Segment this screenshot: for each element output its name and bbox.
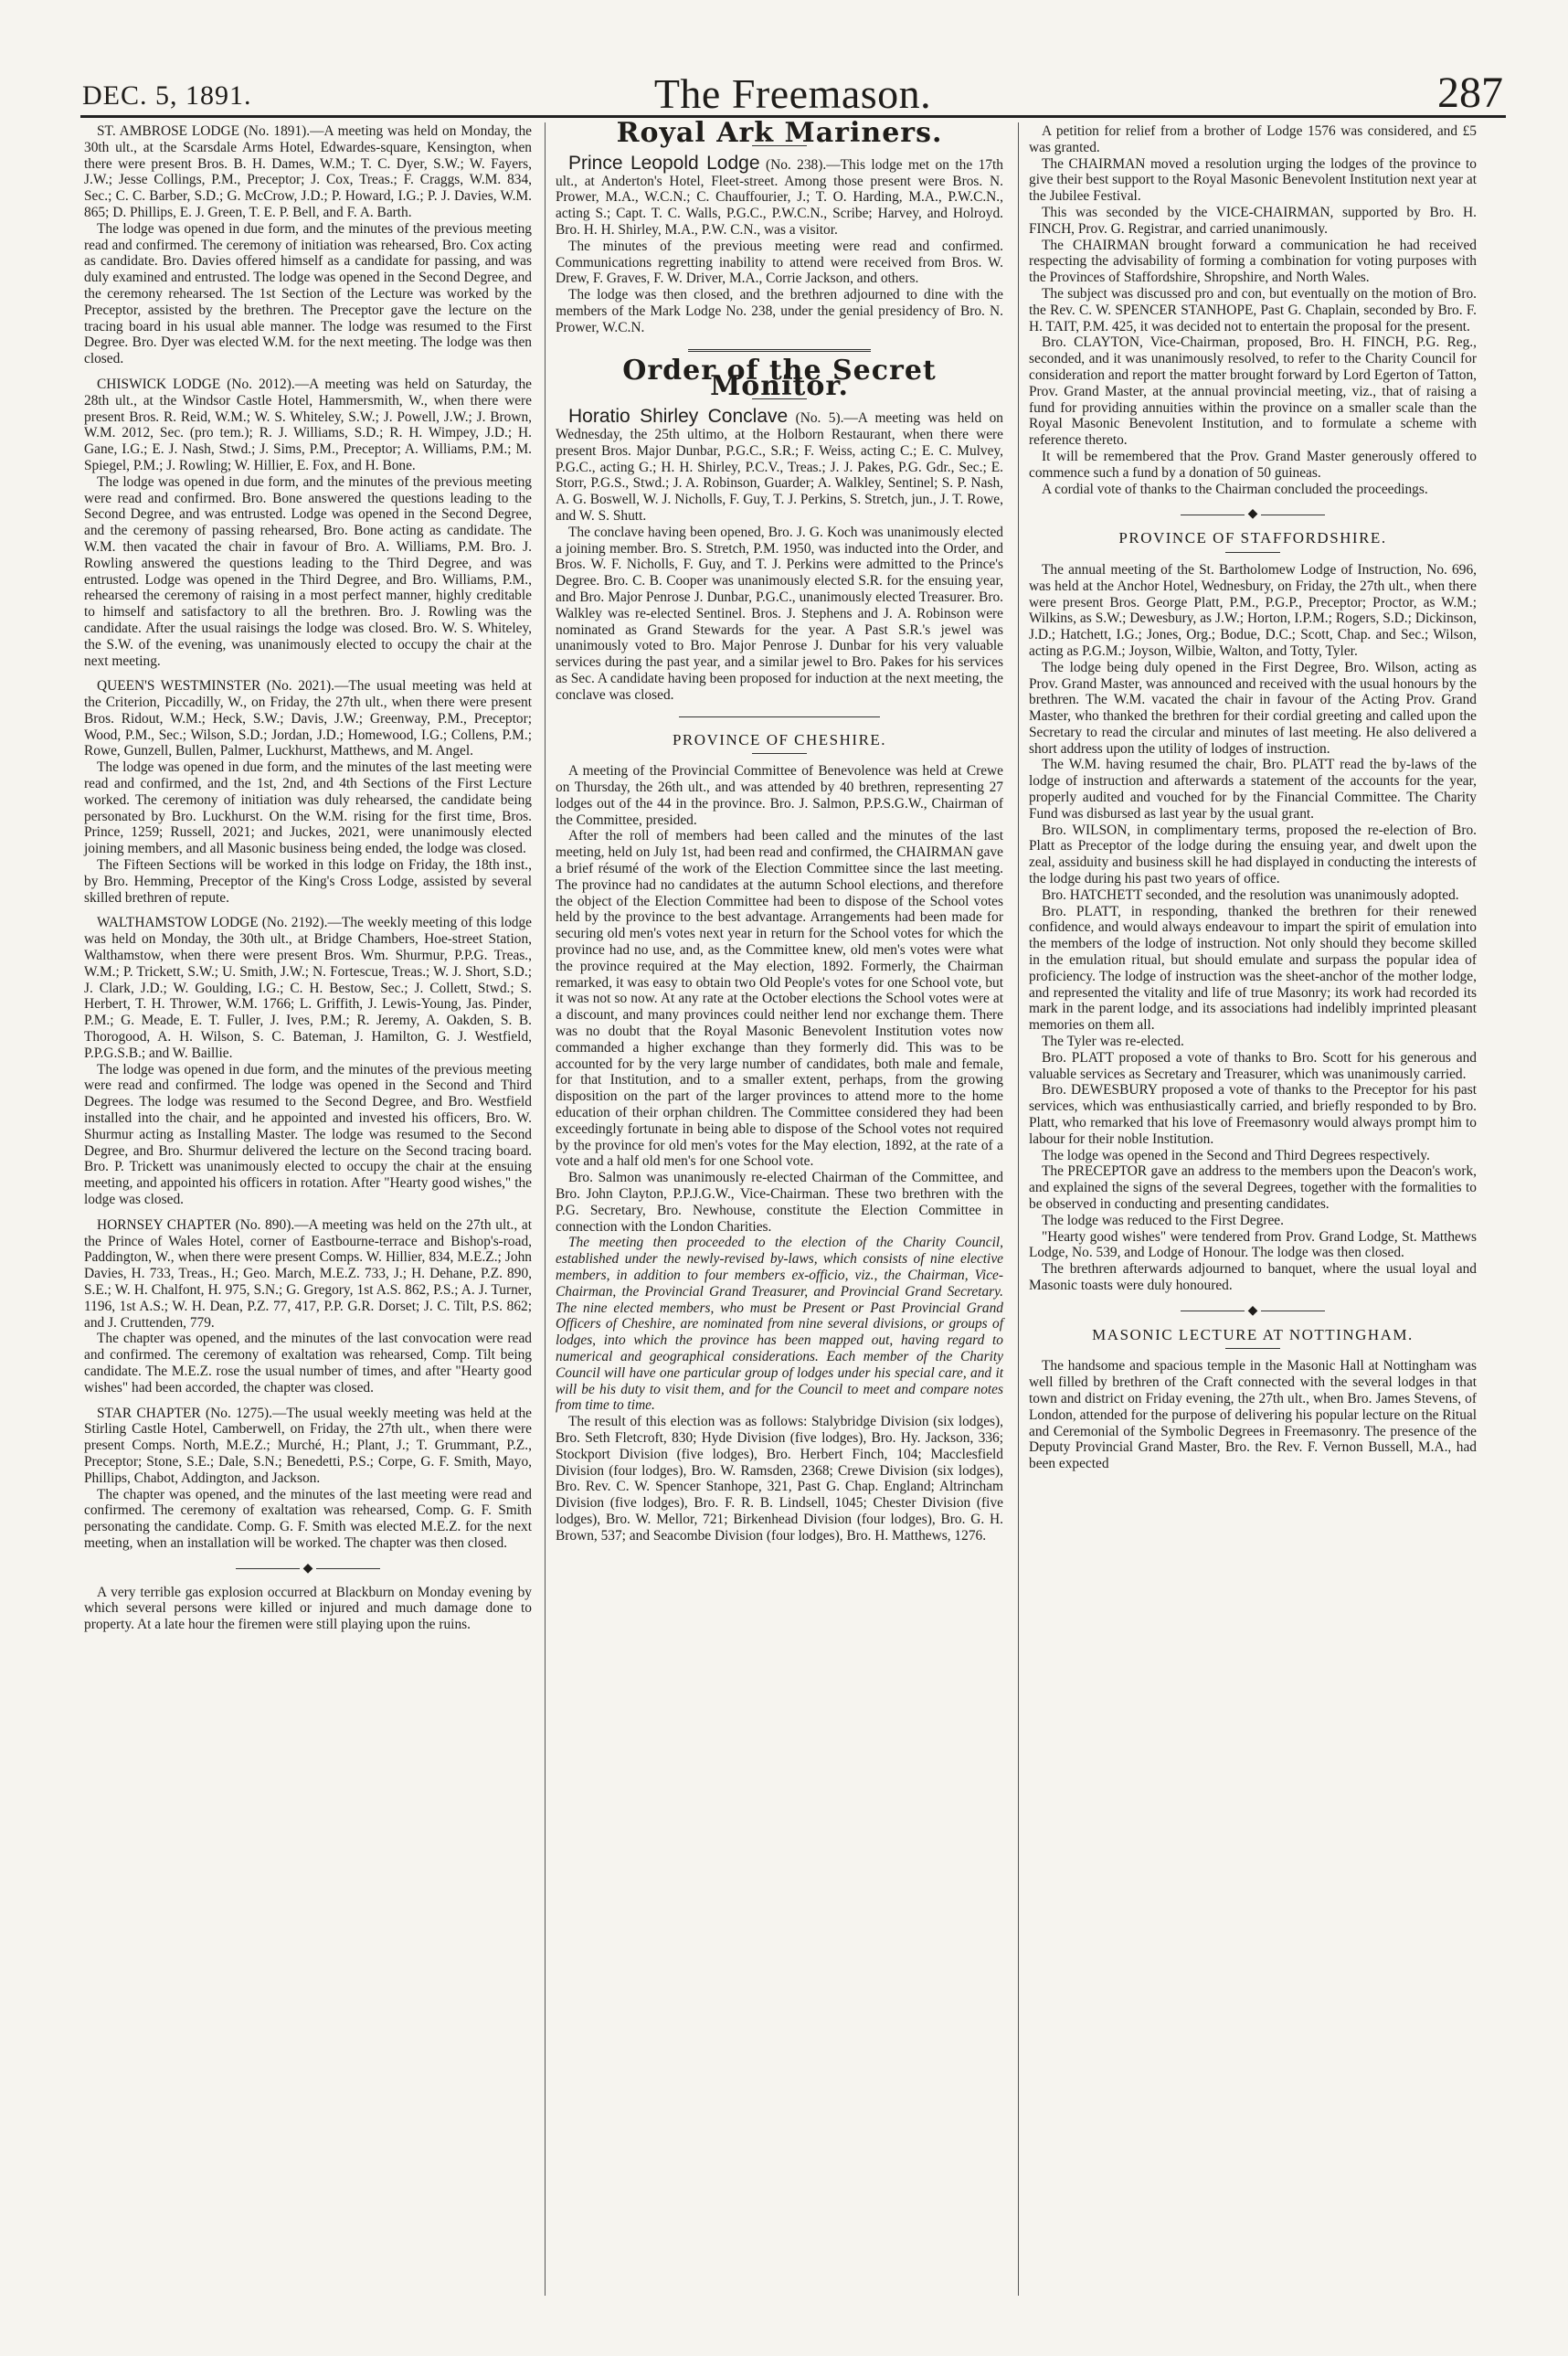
column-divider-2	[1018, 122, 1019, 2296]
paragraph: (No. 238).—This lodge met on the 17th ult., at Anderton's Hotel, Fleet-street. Among those present were Bros. N. Prower, M.A., W.C.N.; C. Chauffourier, J.; T. O. Harding, M.A., P.W.C.N., acting S.; Capt. T. C. Walls, P.G.C., P.W.C.N., Scribe; Harvey, and Holroyd. Bro. H. H. Shirley, M.A., P.W. C.N., was a visitor.	[556, 156, 1003, 238]
column-divider-1	[545, 122, 546, 2296]
paragraph: The lodge was opened in due form, and the minutes of the previous meeting were read and confirmed. Bro. Bone answered the questions leading to the Second Degree, and was entrusted. Lodge was opened in the Second Degree, and the ceremony of passing rehearsed, Bro. Bone acting as candidate. The W.M. then vacated the chair in favour of Bro. A. Williams, P.M. Bro. J. Rowling answered the questions leading to the Third Degree, and was entrusted. Lodge was opened in the Third Degree, and Bro. Williams, P.M., rehearsed the ceremony of raising in a most perfect manner, highly creditable to himself and satisfactory to all the brethren. Bro. J. Rowling was the candidate. After the usual raisings the lodge was closed. Bro. W. S. Whiteley, the S.W. of the evening, was unanimously elected to occupy the chair at the next meeting.	[84, 473, 532, 669]
paragraph: Bro. WILSON, in complimentary terms, proposed the re-election of Bro. Platt as Preceptor of the lodge during the ensuing year, and dwelt upon the zeal, assiduity and business skill he had displayed in conducting the interests of the lodge during his past two years of office.	[1029, 822, 1477, 887]
article-province-of-cheshire	[556, 763, 1003, 1544]
paragraph: "Hearty good wishes" were tendered from Prov. Grand Lodge, St. Matthews Lodge, No. 539, and Lodge of Honour. The lodge was then closed.	[1029, 1228, 1477, 1261]
section-heading-secret-monitor: Order of the Secret Monitor.	[622, 354, 937, 403]
ornament-divider: ◆	[1029, 506, 1477, 523]
paragraph: Bro. DEWESBURY proposed a vote of thanks to the Preceptor for his past services, which was enthusiastically carried, and briefly responded to by Bro. Platt, who remarked that his love of Freemasonry would always prompt him to labour for their noble Institution.	[1029, 1082, 1477, 1147]
paragraph: The PRECEPTOR gave an address to the members upon the Deacon's work, and explained the signs of the several Degrees, together with the formalities to be observed in conducting and presenting candidates.	[1029, 1163, 1477, 1212]
paragraph: The chapter was opened, and the minutes of the last meeting were read and confirmed. The ceremony of exaltation was rehearsed, Comp. G. F. Smith personating the candidate. Comp. G. F. Smith was elected M.E.Z. for the next meeting, when an installation will be worked. The chapter was then closed.	[84, 1486, 532, 1551]
section-heading-staffordshire: PROVINCE OF STAFFORDSHIRE.	[1118, 529, 1387, 547]
paragraph: A cordial vote of thanks to the Chairman concluded the proceedings.	[1042, 481, 1428, 497]
column-2	[556, 117, 1003, 1544]
heading-rule	[1225, 552, 1280, 553]
paragraph: STAR CHAPTER (No. 1275).—The usual weekly meeting was held at the Stirling Castle Hotel, Camberwell, on Friday, the 27th ult., when there were present Comps. North, M.E.Z.; Murché, H.; Plant, J.; T. Grummant, P.Z., Preceptor; Stone, S.E.; Dale, S.N.; Benedetti, P.S.; Corpe, G. F. Smith, Mayo, Phillips, Chabot, Addington, and Jackson.	[84, 1405, 532, 1486]
paragraph: Bro. PLATT, in responding, thanked the brethren for their renewed confidence, and would always endeavour to impart the spirit of emulation into the members of the lodge of instruction. Not only should they become skilled in the emulation ritual, but should emulate and surpass the popular idea of proficiency. The lodge of instruction was the sheet-anchor of the mother lodge, and represented the vitality and life of true Masonry; its work had recorded its mark in the parent lodge, and its associations had indelibly imprinted pleasant memories on them all.	[1029, 903, 1477, 1034]
article-star-chapter	[84, 1406, 532, 1552]
paragraph: The lodge was opened in the Second and Third Degrees respectively.	[1042, 1147, 1430, 1163]
ornament-divider: ◆	[84, 1561, 532, 1577]
paragraph: The conclave having been opened, Bro. J. G. Koch was unanimously elected a joining member. Bro. S. Stretch, P.M. 1950, was inducted into the Order, and Bros. W. F. Nicholls, F. Guy, and T. J. Perkins were admitted to the Prince's Degree. Bro. C. B. Cooper was unanimously elected S.R. for the ensuing year, and Bro. Major Penrose J. Dunbar, P.G.C., unanimously elected Treasurer. Bro. Walkley was re-elected Sentinel. Bros. J. Stephens and J. A. Robinson were nominated as Grand Stewards for the year. A Past S.R.'s jewel was unanimously voted to Bro. Major Penrose J. Dunbar for his very valuable services during the past year, and a similar jewel to Bro. Pakes for his services as Sec. A candidate having been proposed for induction at the next meeting, the conclave was closed.	[556, 524, 1003, 703]
heading-rule	[1225, 1348, 1280, 1349]
paragraph: The lodge was opened in due form, and the minutes of the previous meeting were read and confirmed. The lodge was opened in the Second and Third Degrees. The lodge was resumed to the Second Degree, and Bro. Westfield installed into the chair, and he appointed and invested his officers, Bro. W. Shurmur acting as Installing Master. The lodge was resumed to the Second Degree, and Bro. Shurmur delivered the lecture on the Second tracing board. Bro. P. Trickett was unanimously elected to occupy the chair at the ensuing meeting, and appointed his officers in rotation. After "Hearty good wishes," the lodge was closed.	[84, 1061, 532, 1207]
paragraph: HORNSEY CHAPTER (No. 890).—A meeting was held on the 27th ult., at the Prince of Wales Hotel, corner of Eastbourne-terrace and Bishop's-road, Paddington, W., when there were present Comps. W. Hillier, 834, M.E.Z.; John Davies, H. 733, Treas., H.; Geo. March, M.E.Z. 733, J.; H. Dehane, P.Z. 890, S.E.; W. H. Chalfont, H. 975, S.N.; G. Gregory, 1st A.S. 862, P.S.; A. J. Turner, 1196, 1st A.S.; W. H. Dean, P.Z. 77, 417, P.P. G.R. Dorset; J. C. Tilt, P.S. 862; and J. Cruttenden, 779.	[84, 1216, 532, 1331]
section-heading-royal-ark-mariners: Royal Ark Mariners.	[616, 117, 943, 149]
article-queens-westminster	[84, 678, 532, 906]
page-number: 287	[1437, 69, 1503, 117]
column-1	[84, 123, 532, 1633]
paragraph: WALTHAMSTOW LODGE (No. 2192).—The weekly meeting of this lodge was held on Monday, the 30th ult., at Bridge Chambers, Hoe-street Station, Walthamstow, when there were present Bros. Wm. Shurmur, P.P.G. Treas., W.M.; P. Trickett, S.W.; U. Smith, J.W.; N. Fortescue, Treas.; W. J. Short, S.D.; J. Clark, J.D.; W. Goulding, I.G.; C. H. Bestow, Sec.; J. Collett, Stwd.; S. Herbert, T. H. Thrower, W.M. 1766; L. Griffith, J. Lewis-Young, Jas. Pinder, P.M.; G. Meade, E. T. Fuller, J. Ives, P.M.; R. Jeremy, A. Oakden, S. B. Thorogood, A. H. Wilson, S. C. Bateman, J. Hamilton, G. J. Westfield, P.P.G.S.B.; and W. Baillie.	[84, 915, 532, 1061]
paragraph: The lodge was opened in due form, and the minutes of the last meeting were read and confirmed, and the 1st, 2nd, and 4th Sections of the First Lecture worked. The ceremony of initiation was duly rehearsed, the candidate being personated by Bro. Luckhurst. On the W.M. rising for the first time, Bros. Prince, 1259; Russell, 2021; and Juckes, 2021, were unanimously elected joining members, and all Masonic business being ended, the lodge was closed.	[84, 759, 532, 857]
paragraph: The handsome and spacious temple in the Masonic Hall at Nottingham was well filled by brethren of the Craft connected with the several lodges in that town and district on Friday evening, the 27th ult., when Bro. James Stevens, of London, attended for the purpose of delivering his popular lecture on the Ritual and Ceremonial of the Symbolic Degrees in Freemasonry. The presence of the Deputy Provincial Grand Master, Bro. the Rev. F. Vernon Bussell, M.A., had been expected	[1029, 1358, 1477, 1472]
paragraph: The chapter was opened, and the minutes of the last convocation were read and confirmed. The ceremony of exaltation was rehearsed, Comp. Tilt being candidate. The M.E.Z. rose the usual number of times, and after "Hearty good wishes" had been accorded, the chapter was closed.	[84, 1331, 532, 1396]
article-prince-leopold-lodge	[556, 152, 1003, 336]
article-st-ambrose-lodge	[84, 123, 532, 367]
heading-rule	[752, 753, 807, 754]
article-chiswick-lodge	[84, 377, 532, 669]
paragraph: The result of this election was as follows: Stalybridge Division (six lodges), Bro. Seth Fletcroft, 830; Hyde Division (five lodges), Bro. Hy. Jackson, 336; Stockport Division (five lodges), Bro. Herbert Finch, 104; Macclesfield Division (four lodges), Bro. W. Ramsden, 2368; Crewe Division (six lodges), Bro. Rev. C. W. Spencer Stanhope, 321, Past G. Chap. England; Altrincham Division (five lodges), Bro. F. R. B. Lindsell, 1045; Chester Division (five lodges), Bro. W. Mellor, 721; Birkenhead Division (four lodges), Bro. G. H. Brown, 537; and Seacombe Division (four lodges), Bro. H. Matthews, 1276.	[556, 1414, 1003, 1544]
paragraph: The minutes of the previous meeting were read and confirmed. Communications regretting inability to attend were received from Bros. W. Drew, F. Graves, F. W. Driver, M.A., Corrie Jackson, and others.	[556, 238, 1003, 287]
double-rule	[688, 349, 871, 354]
paragraph: The annual meeting of the St. Bartholomew Lodge of Instruction, No. 696, was held at the Anchor Hotel, Wednesbury, on Friday, the 27th ult., when there were present Bros. George Platt, P.M., P.G.P., Preceptor; Proctor, as W.M.; Wilkins, as S.W.; Dewesbury, as J.W.; Horton, I.P.M.; Rogers, S.D.; Dickinson, J.D.; Hatchett, I.G.; Jones, Org.; Bodue, D.C.; Scott, Chap. and Sec.; Wilson, acting as P.G.M.; Joyson, Wilbie, Walton, and Totty, Tyler.	[1029, 561, 1477, 659]
paragraph: ST. AMBROSE LODGE (No. 1891).—A meeting was held on Monday, the 30th ult., at the Scarsdale Arms Hotel, Edwardes-square, Kensington, when there were present Bros. B. H. Dames, W.M.; T. C. Dyer, S.W.; W. Fayers, J.W.; Jesse Collings, P.M., Preceptor; J. Cox, Treas.; F. Craggs, W.M. 834, Sec.; C. C. Barber, S.D.; G. McCrow, J.D.; P. Howard, I.G.; P. J. Davies, W.M. 865; D. Phillips, E. J. Green, T. E. P. Bell, and F. A. Barth.	[84, 123, 532, 220]
lodge-name: Prince Leopold Lodge	[568, 152, 760, 174]
paragraph: A meeting of the Provincial Committee of Benevolence was held at Crewe on Thursday, the 26th ult., and was attended by 40 brethren, representing 27 lodges out of the 44 in the province. Bro. J. Salmon, P.P.S.G.W., Chairman of the Committee, presided.	[556, 763, 1003, 828]
paragraph: The Tyler was re-elected.	[1042, 1034, 1184, 1050]
newspaper-title: The Freemason.	[653, 70, 932, 117]
paragraph: It will be remembered that the Prov. Grand Master generously offered to commence such a fund by a donation of 50 guineas.	[1029, 448, 1477, 481]
paragraph: The lodge being duly opened in the First Degree, Bro. Wilson, acting as Prov. Grand Master, was announced and received with the usual honours by the brethren. The W.M. vacated the chair in favour of the Acting Prov. Grand Master, who thanked the brethren for their cordial greeting and called upon the Secretary to read the circular and minutes of last meeting. He also delivered a short address upon the utility of lodges of instruction.	[1029, 659, 1477, 757]
paragraph: The lodge was reduced to the First Degree.	[1042, 1212, 1284, 1228]
paragraph: This was seconded by the VICE-CHAIRMAN, supported by Bro. H. FINCH, Prov. G. Registrar, and carried unanimously.	[1029, 204, 1477, 237]
paragraph: The meeting then proceeded to the election of the Charity Council, established under the newly-revised by-laws, which consists of nine elective members, in addition to four members ex-officio, viz., the Chairman, Vice-Chairman, the Provincial Grand Treasurer, and Provincial Grand Secretary. The nine elected members, who must be Present or Past Provincial Grand Officers of Cheshire, are nominated from nine several divisions, or groups of lodges, into which the province has been mapped out, having regard to numerical and geographical considerations. Each member of the Charity Council will have one particular group of lodges under his special care, and it will be his duty to visit them, and for the Council to meet and compare notes from time to time.	[556, 1235, 1003, 1414]
paragraph: The CHAIRMAN brought forward a communication he had received respecting the advisability of forming a combination for voting purposes with the Provinces of Staffordshire, Shropshire, and North Wales.	[1029, 237, 1477, 286]
paragraph: The W.M. having resumed the chair, Bro. PLATT read the by-laws of the lodge of instruction and afterwards a statement of the accounts for the year, properly audited and vouched for by the Financial Committee. The Charity Fund was disbursed as last year by the usual grant.	[1029, 757, 1477, 822]
article-walthamstow-lodge	[84, 915, 532, 1207]
news-item-gas-explosion: A very terrible gas explosion occurred at Blackburn on Monday evening by which several persons were killed or injured and much damage done to property. At a late hour the firemen were still playing upon the ruins.	[84, 1584, 532, 1633]
paragraph: QUEEN'S WESTMINSTER (No. 2021).—The usual meeting was held at the Criterion, Piccadilly, W., on Friday, the 27th ult., when there were present Bros. Ridout, W.M.; Heck, S.W.; Davis, J.W.; Greenway, P.M., Preceptor; Wood, P.M., Sec.; Wilson, S.D.; Jordan, J.D.; Homewood, I.G.; Collens, P.M.; Rowe, Gunzell, Bullen, Palmer, Luckhurst, Matthews, and M. Angel.	[84, 678, 532, 759]
paragraph: The brethren afterwards adjourned to banquet, where the usual loyal and Masonic toasts were duly honoured.	[1029, 1261, 1477, 1293]
paragraph: Bro. CLAYTON, Vice-Chairman, proposed, Bro. H. FINCH, P.G. Reg., seconded, and it was unanimously resolved, to refer to the Charity Council for consideration and report the matter brought forward by Lord Egerton of Tatton, Prov. Grand Master, at the annual provincial meeting, viz., that of raising a fund for providing annuities within the province on a smaller scale than the Royal Masonic Benevolent Institution, and to formulate a scheme with reference thereto.	[1029, 334, 1477, 449]
issue-date: DEC. 5, 1891.	[82, 80, 252, 111]
article-hornsey-chapter	[84, 1217, 532, 1396]
conclave-name: Horatio Shirley Conclave	[568, 406, 789, 428]
paragraph: Bro. PLATT proposed a vote of thanks to Bro. Scott for his generous and valuable services as Secretary and Treasurer, which was unanimously carried.	[1029, 1049, 1477, 1082]
paragraph: The Fifteen Sections will be worked in this lodge on Friday, the 18th inst., by Bro. Hemming, Preceptor of the King's Cross Lodge, assisted by several skilled brethren of repute.	[84, 857, 532, 906]
paragraph: Bro. HATCHETT seconded, and the resolution was unanimously adopted.	[1042, 886, 1459, 903]
paragraph: A petition for relief from a brother of Lodge 1576 was considered, and £5 was granted.	[1029, 123, 1477, 155]
article-province-of-staffordshire	[1029, 562, 1477, 1294]
paragraph: The lodge was then closed, and the brethren adjourned to dine with the members of the Mark Lodge No. 238, under the genial presidency of Bro. N. Prower, W.C.N.	[556, 287, 1003, 335]
paragraph: The subject was discussed pro and con, but eventually on the motion of Bro. the Rev. C. W. SPENCER STANHOPE, Past G. Chaplain, seconded by Bro. F. H. TAIT, P.M. 425, it was decided not to entertain the proposal for the present.	[1029, 285, 1477, 334]
column-3	[1029, 123, 1477, 1472]
paragraph: After the roll of members had been called and the minutes of the last meeting, held on July 1st, had been read and confirmed, the CHAIRMAN gave a brief résumé of the work of the Election Committee since the last meeting. The province had no candidates at the autumn School elections, and therefore the object of the Election Committee had been to dispose of the School votes held by the province to the best advantage. Arrangements had been made for securing old men's votes next year in return for the School votes for which the province had no use, and, as the Committee knew, old men's votes were what the province required at the May election, 1892. Formerly, the Chairman remarked, it was easy to obtain two Old People's votes for one School vote, but it was not so now. At any rate at the October elections the School votes were at a discount, and many provinces could neither lend nor exchange them. There was no doubt that the Royal Masonic Benevolent Institution votes now commanded a higher exchange than they formerly did. This was to be accounted for by the very large number of candidates, both male and female, for that Institution, and to a smaller extent, perhaps, from the growing disposition on the part of the larger provinces to attend more to the home education of their orphan children. The Committee considered they had been exceedingly fortunate in being able to dispose of the School votes not required by the province for old men's votes for the May election, 1892, at the rate of a vote and a half old men's for one School vote.	[556, 828, 1003, 1170]
article-cheshire-continued	[1029, 123, 1477, 497]
paragraph: Bro. Salmon was unanimously re-elected Chairman of the Committee, and Bro. John Clayton, P.P.J.G.W., Vice-Chairman. These two brethren with the P.G. Secretary, Bro. Newhouse, constitute the Election Committee in connection with the London Charities.	[556, 1170, 1003, 1235]
section-rule	[679, 716, 880, 717]
paragraph: The lodge was opened in due form, and the minutes of the previous meeting read and confirmed. The ceremony of initiation was rehearsed, Bro. Cox acting as candidate. Bro. Davies offered himself as a candidate for passing, and was duly examined and entrusted. The lodge was opened in the Second Degree, and the ceremony rehearsed. The 1st Section of the Lecture was worked by the Preceptor, assisted by the brethren. The Preceptor gave the lecture on the tracing board in his usual able manner. The lodge was resumed to the First Degree. Bro. Dyer was elected W.M. for the next meeting. The lodge was then closed.	[84, 220, 532, 367]
section-heading-nottingham: MASONIC LECTURE AT NOTTINGHAM.	[1092, 1325, 1414, 1343]
paragraph: CHISWICK LODGE (No. 2012).—A meeting was held on Saturday, the 28th ult., at the Windsor Castle Hotel, Hammersmith, W., when there were present Bros. R. Reid, W.M.; W. S. Whiteley, S.W.; J. Powell, J.W.; J. Brown, W.M. 2012, Sec. (pro tem.); R. J. Williams, S.D.; R. H. Wimpey, J.D.; H. Gane, I.G.; E. J. Nash, Stwd.; J. Sims, P.M., Preceptor; A. Williams, P.M.; M. Spiegel, P.M.; J. Rowling; W. Hillier, E. Fox, and H. Bone.	[84, 376, 532, 473]
masthead	[82, 69, 1503, 117]
article-masonic-lecture-nottingham	[1029, 1358, 1477, 1472]
article-horatio-shirley-conclave	[556, 406, 1003, 703]
section-heading-cheshire: PROVINCE OF CHESHIRE.	[672, 730, 887, 748]
paragraph: The CHAIRMAN moved a resolution urging the lodges of the province to give their best support to the Royal Masonic Benevolent Institution next year at the Jubilee Festival.	[1029, 155, 1477, 205]
ornament-divider: ◆	[1029, 1303, 1477, 1320]
paragraph: (No. 5).—A meeting was held on Wednesday, the 25th ultimo, at the Holborn Restaurant, when there were present Bros. Major Dunbar, P.G.C., S.R.; F. Weiss, acting C.; E. C. Mulvey, P.G.C., acting G.; H. H. Shirley, P.C.V., Treas.; J. J. Pakes, P.G. Gdr., Sec.; E. Storr, P.G.S., Stwd.; J. A. Robinson, Guarder; A. Walkley, Sentinel; S. P. Nash, A. G. Boswell, W. J. Nicholls, F. Guy, T. J. Perkins, S. Stretch, jun., J. T. Rowe, and W. S. Shutt.	[556, 410, 1003, 524]
